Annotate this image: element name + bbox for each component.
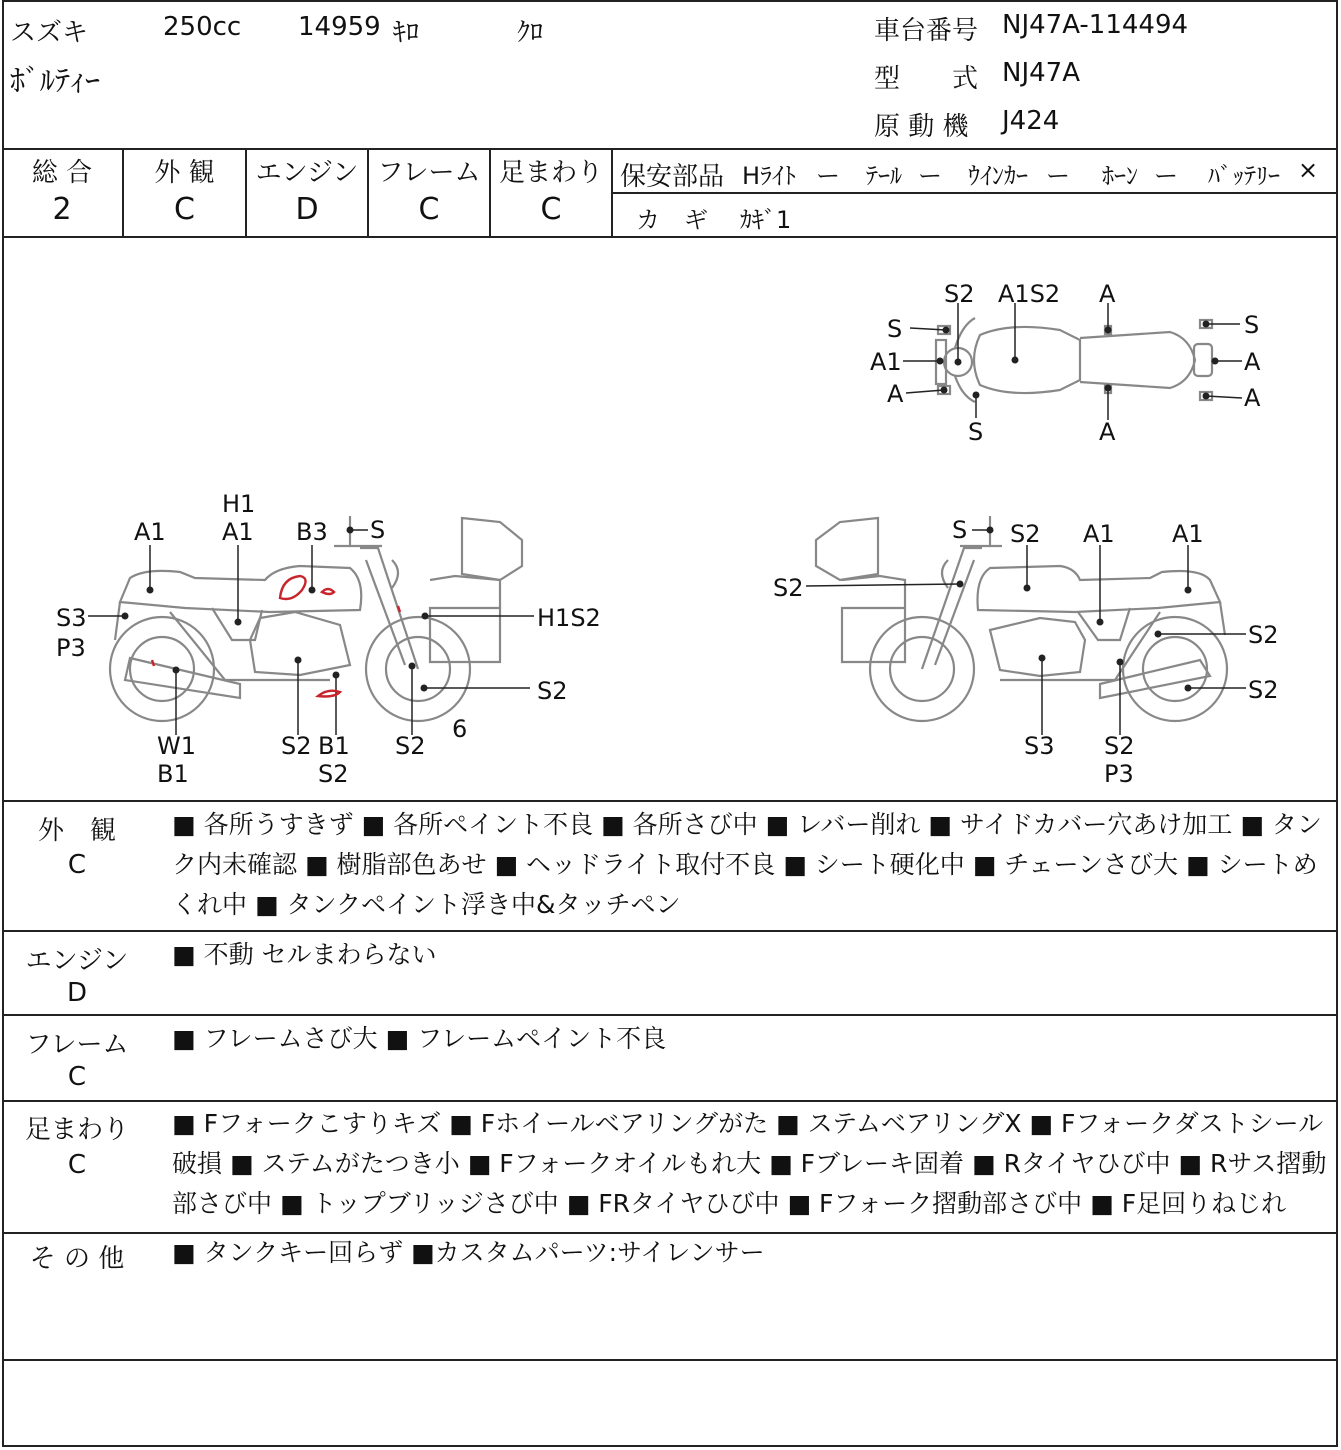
- top-label-s2: S2: [944, 280, 975, 308]
- top-label-a1: A1: [870, 348, 902, 376]
- safety-item-tail: ﾃｰﾙ: [866, 162, 902, 190]
- unit2: ｸﾛ: [517, 18, 544, 48]
- left-label-h1: H1: [222, 490, 256, 518]
- section-label-frame: フレーム: [25, 1030, 129, 1060]
- maker: スズキ: [10, 18, 89, 48]
- section-label-other: そ の 他: [29, 1244, 125, 1274]
- section-label-suspension: 足まわり: [24, 1115, 129, 1145]
- rule-sec1: [2, 930, 1338, 932]
- exhaust-damage-mark: [318, 691, 340, 697]
- frame-no-label: 車台番号: [874, 16, 979, 46]
- safety-mark-tail: ー: [918, 162, 942, 190]
- safety-mark-battery: ×: [1298, 156, 1319, 184]
- left-label-w1: W1: [157, 732, 196, 760]
- right-label-s2-front: S2: [773, 574, 804, 602]
- rule-sec3: [2, 1100, 1338, 1102]
- right-label-s2-bottom: S2: [1104, 732, 1135, 760]
- right-label-s2-wheel: S2: [1248, 676, 1279, 704]
- type-label: 型 式: [874, 64, 979, 94]
- left-label-s2-engine: S2: [281, 732, 312, 760]
- bike-left-view: [56, 490, 601, 788]
- left-label-h1s2: H1S2: [537, 604, 601, 632]
- safety-item-horn: ﾎｰﾝ: [1102, 162, 1138, 190]
- right-label-s: S: [952, 516, 968, 544]
- grade-value-suspension: C: [540, 192, 562, 227]
- section-text-engine: ■ 不動 セルまわらない: [172, 940, 437, 969]
- top-label-s-bottom: S: [968, 418, 984, 446]
- displacement: 250cc: [163, 12, 242, 42]
- grade-value-exterior: C: [174, 192, 195, 227]
- grade-label-frame: フレーム: [377, 158, 481, 188]
- safety-mark-winker: ー: [1046, 162, 1070, 190]
- left-label-b1: B1: [157, 760, 189, 788]
- grade-label-exterior: 外 観: [154, 158, 215, 188]
- left-label-s2-fork: S2: [395, 732, 426, 760]
- section-text-suspension: ■ Fフォークこすりキズ ■ Fホイールベアリングがた ■ ステムベアリングX ■ Fフォークダストシール破損 ■ ステムがたつき小 ■ Fフォークオイルもれ大 ■ Fブレーキ固着 ■ Rタイヤひび中 ■ Rサス摺動部さび中 ■ トップブリッジさび中 ■ FRタイヤひび中 ■ Fフォーク摺動部さび中 ■ F足回りねじれ: [172, 1109, 1327, 1218]
- section-text-other: ■ タンクキー回らず ■カスタムパーツ:サイレンサー: [172, 1238, 765, 1267]
- bike-top-view: [870, 280, 1261, 446]
- right-label-s2-swing: S2: [1248, 621, 1279, 649]
- safety-mark-horn: ー: [1154, 162, 1178, 190]
- section-text-exterior: ■ 各所うすきず ■ 各所ペイント不良 ■ 各所さび中 ■ レバー削れ ■ サイドカバー穴あけ加工 ■ タンク内未確認 ■ 樹脂部色あせ ■ ヘッドライト取付不良 ■ シート硬化中 ■ チェーンさび大 ■ シートめくれ中 ■ タンクペイント浮き中&タッチペン: [172, 810, 1322, 919]
- rule-sec5: [2, 1359, 1338, 1361]
- top-label-a1s2: A1S2: [998, 280, 1061, 308]
- left-label-6: 6: [452, 715, 468, 743]
- grade-value-total: 2: [52, 192, 72, 227]
- grade-label-total: 総 合: [31, 158, 93, 188]
- rule-diagram: [2, 800, 1338, 802]
- type-value: NJ47A: [1002, 58, 1080, 88]
- silencer-damage-mark: [152, 660, 154, 666]
- frame-no: NJ47A-114494: [1002, 10, 1189, 40]
- model-name: ﾎﾞﾙﾃｨｰ: [10, 64, 100, 99]
- right-label-a1-mid: A1: [1083, 520, 1115, 548]
- grade-value-engine: D: [295, 192, 319, 227]
- left-label-a1-mid: A1: [222, 518, 254, 546]
- key-value: ｶｷﾞ1: [740, 206, 792, 234]
- top-label-a-right-low: A: [1244, 384, 1261, 412]
- section-label-exterior: 外 観: [37, 816, 116, 846]
- top-label-a-bottom: A: [1099, 418, 1116, 446]
- grade-label-engine: エンジン: [255, 158, 359, 188]
- grade-label-suspension: 足まわり: [498, 158, 603, 188]
- grade-divider: [611, 148, 613, 238]
- section-text-frame: ■ フレームさび大 ■ フレームペイント不良: [172, 1024, 667, 1053]
- left-label-s: S: [370, 516, 386, 544]
- left-label-a1: A1: [134, 518, 166, 546]
- engine-value: J424: [1002, 106, 1060, 136]
- section-grade-suspension: C: [67, 1150, 87, 1180]
- safety-mark-headlight: ー: [816, 162, 840, 190]
- section-grade-exterior: C: [67, 850, 87, 880]
- mileage-unit: ｷﾛ: [393, 18, 420, 48]
- section-grade-engine: D: [66, 978, 88, 1008]
- top-label-a-right: A: [1244, 348, 1261, 376]
- left-label-s2-wheel: S2: [537, 677, 568, 705]
- section-grade-frame: C: [67, 1062, 87, 1092]
- top-label-s-left: S: [887, 315, 903, 343]
- damage-diagram: [0, 238, 1341, 800]
- safety-item-battery: ﾊﾞｯﾃﾘｰ: [1208, 162, 1280, 190]
- safety-item-winker: ｳｲﾝｶｰ: [968, 162, 1028, 190]
- left-label-s2-exhaust: S2: [318, 760, 349, 788]
- right-label-s3: S3: [1024, 732, 1055, 760]
- tank-damage-mark-2: [322, 589, 334, 594]
- section-label-engine: エンジン: [25, 946, 129, 976]
- top-label-s-right: S: [1244, 311, 1260, 339]
- mileage: 14959: [298, 12, 381, 42]
- tank-damage-mark: [280, 576, 306, 599]
- right-label-p3: P3: [1104, 760, 1134, 788]
- left-label-p3: P3: [56, 634, 86, 662]
- safety-item-headlight: Hﾗｲﾄ: [742, 162, 797, 190]
- safety-label: 保安部品: [620, 162, 725, 192]
- left-label-s3: S3: [56, 604, 87, 632]
- grade-value-frame: C: [418, 192, 440, 227]
- right-label-s2-tank: S2: [1010, 520, 1041, 548]
- rule-sec2: [2, 1014, 1338, 1016]
- bike-right-view: [773, 516, 1279, 788]
- key-label: カ ギ: [636, 206, 708, 234]
- right-label-a1-rear: A1: [1172, 520, 1204, 548]
- rule-header: [2, 148, 1338, 150]
- top-label-a-left: A: [887, 380, 904, 408]
- left-label-b3: B3: [296, 518, 328, 546]
- top-label-a-front: A: [1099, 280, 1116, 308]
- left-label-b1-exhaust: B1: [318, 732, 350, 760]
- engine-label: 原 動 機: [874, 112, 969, 142]
